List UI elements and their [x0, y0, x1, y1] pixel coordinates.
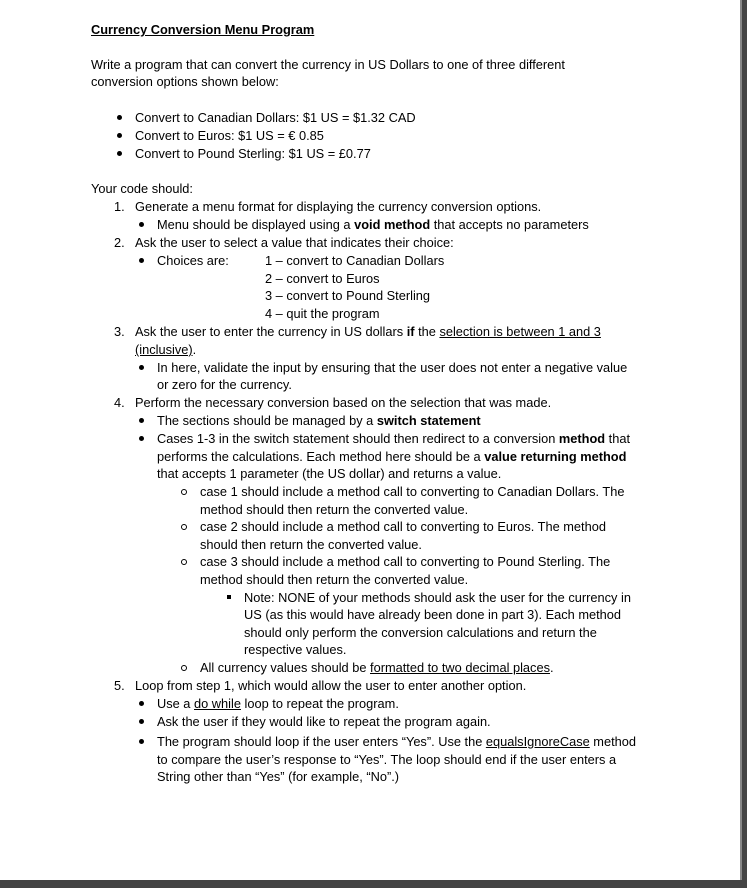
case-2-text-cont: should then return the converted value. [200, 537, 422, 552]
choice-3: 3 – convert to Pound Sterling [265, 288, 431, 303]
case-1-text-cont: method should then return the converted value. [200, 502, 469, 517]
case-3-text: case 3 should include a method call to converting to Pound Sterling. The [200, 554, 611, 569]
intro-line-2: conversion options shown below: [91, 74, 279, 89]
note-text: Note: NONE of your methods should ask the user for the currency in [244, 590, 631, 605]
step-5-sub-1: Use a do while loop to repeat the program. [157, 696, 399, 711]
step-4-sub-2: Cases 1-3 in the switch statement should then redirect to a conversion method that [157, 431, 631, 446]
intro-line-1: Write a program that can convert the currency in US Dollars to one of three different [91, 57, 565, 72]
case-3-text-cont: method should then return the converted value. [200, 572, 469, 587]
step-5-sub-3-cont: to compare the user’s response to “Yes”. The loop should end if the user enters a [157, 752, 617, 767]
bullet-icon [139, 222, 144, 227]
step-number: 1. [114, 199, 125, 214]
case-1-text: case 1 should include a method call to converting to Canadian Dollars. The [200, 484, 625, 499]
bullet-icon [139, 436, 144, 441]
choice-2: 2 – convert to Euros [265, 271, 380, 286]
circle-bullet-icon [181, 524, 187, 530]
option-euros: Convert to Euros: $1 US = € 0.85 [135, 128, 324, 143]
note-text-cont: US (as this would have already been done in part 3). Each method [244, 607, 622, 622]
step-number: 3. [114, 324, 125, 339]
bullet-icon [117, 151, 122, 156]
bullet-icon [139, 739, 144, 744]
step-number: 5. [114, 678, 125, 693]
step-5-sub-2: Ask the user if they would like to repeat the program again. [157, 714, 491, 729]
note-text-cont-2: should only perform the conversion calculations and return the [244, 625, 597, 640]
circle-bullet-icon [181, 489, 187, 495]
circle-bullet-icon [181, 559, 187, 565]
choice-1: 1 – convert to Canadian Dollars [265, 253, 445, 268]
bullet-icon [139, 365, 144, 370]
step-2-text: Ask the user to select a value that indicates their choice: [135, 235, 454, 250]
step-4-text: Perform the necessary conversion based on the selection that was made. [135, 395, 552, 410]
bullet-icon [139, 701, 144, 706]
format-text: All currency values should be formatted to two decimal places. [200, 660, 554, 675]
circle-bullet-icon [181, 665, 187, 671]
step-5-text: Loop from step 1, which would allow the user to enter another option. [135, 678, 527, 693]
step-1-text: Generate a menu format for displaying the currency conversion options. [135, 199, 542, 214]
step-number: 4. [114, 395, 125, 410]
square-bullet-icon [227, 595, 231, 599]
step-3-text: Ask the user to enter the currency in US dollars if the selection is between 1 and 3 [135, 324, 601, 339]
step-3-text-cont: (inclusive). [135, 342, 197, 357]
note-text-cont-3: respective values. [244, 642, 347, 657]
bullet-icon [139, 258, 144, 263]
step-3-sub-1-cont: or zero for the currency. [157, 377, 292, 392]
bullet-icon [139, 719, 144, 724]
step-3-sub-1: In here, validate the input by ensuring that the user does not enter a negative value [157, 360, 628, 375]
option-pound: Convert to Pound Sterling: $1 US = £0.77 [135, 146, 371, 161]
step-number: 2. [114, 235, 125, 250]
case-2-text: case 2 should include a method call to converting to Euros. The method [200, 519, 606, 534]
step-5-sub-3: The program should loop if the user enters “Yes”. Use the equalsIgnoreCase method [157, 734, 636, 749]
step-5-sub-3-cont-2: String other than “Yes” (for example, “No”.) [157, 769, 400, 784]
step-1-sub-1: Menu should be displayed using a void method that accepts no parameters [157, 217, 589, 232]
choices-label: Choices are: [157, 253, 229, 268]
option-canadian: Convert to Canadian Dollars: $1 US = $1.32 CAD [135, 110, 416, 125]
bullet-icon [117, 115, 122, 120]
bullet-icon [117, 133, 122, 138]
code-should-heading: Your code should: [91, 181, 193, 196]
step-4-sub-1: The sections should be managed by a switch statement [157, 413, 481, 428]
step-4-sub-2-cont: performs the calculations. Each method here should be a value returning method [157, 449, 627, 464]
step-4-sub-2-cont-2: that accepts 1 parameter (the US dollar) and returns a value. [157, 466, 502, 481]
bullet-icon [139, 418, 144, 423]
page-title: Currency Conversion Menu Program [91, 22, 315, 37]
choice-4: 4 – quit the program [265, 306, 380, 321]
